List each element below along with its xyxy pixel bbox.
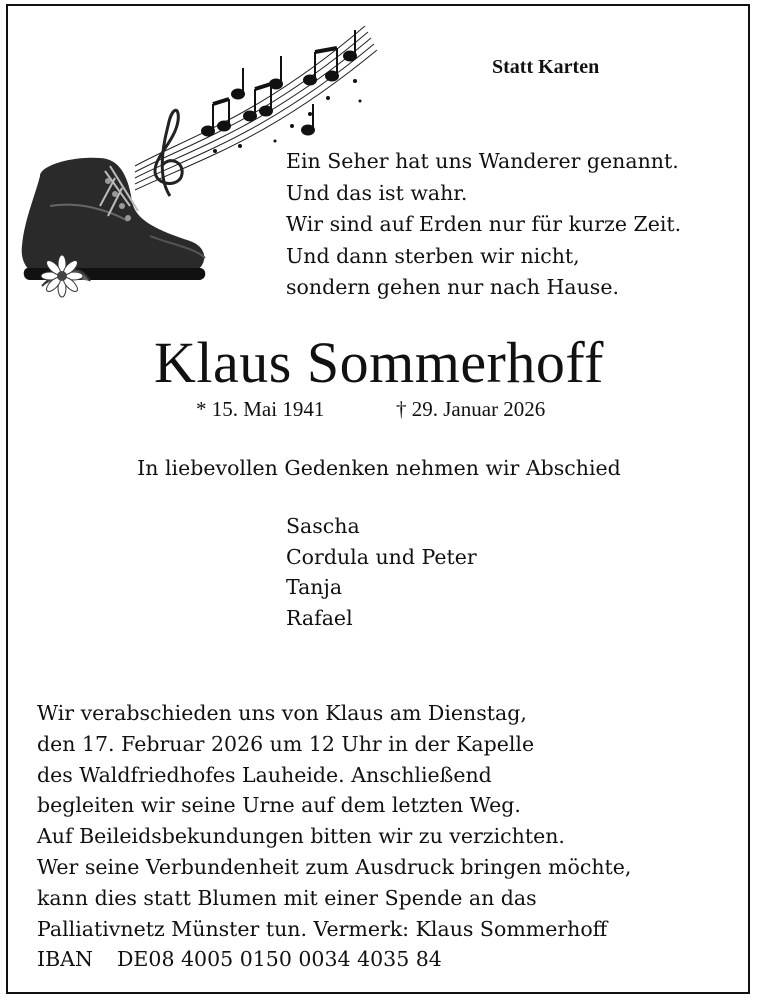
notice-line: den 17. Februar 2026 um 12 Uhr in der Kapelle <box>37 731 535 756</box>
mourner-name: Tanja <box>286 575 343 599</box>
notice-line: Palliativnetz Münster tun. Vermerk: Klaus Sommerhoff <box>37 916 608 941</box>
poem <box>286 146 681 304</box>
deceased-name: Klaus Sommerhoff <box>154 330 604 395</box>
notice-line: Wer seine Verbundenheit zum Ausdruck bringen möchte, <box>37 854 632 879</box>
poem-line: Und dann sterben wir nicht, <box>286 243 580 268</box>
death-date: † 29. Januar 2026 <box>396 397 546 421</box>
statt-karten-heading: Statt Karten <box>492 56 600 78</box>
iban-value: DE08 4005 0150 0034 4035 84 <box>117 947 442 972</box>
poem-line: Wir sind auf Erden nur für kurze Zeit. <box>286 212 682 236</box>
funeral-notice <box>37 698 631 975</box>
farewell-line: In liebevollen Gedenken nehmen wir Abschied <box>137 456 621 480</box>
notice-line: kann dies statt Blumen mit einer Spende an das <box>37 885 537 910</box>
poem-line: Ein Seher hat uns Wanderer genannt. <box>286 149 679 173</box>
life-dates <box>196 397 545 422</box>
notice-line: Auf Beileidsbekundungen bitten wir zu verzichten. <box>37 824 565 849</box>
mourner-name: Rafael <box>286 605 353 630</box>
poem-line: sondern gehen nur nach Hause. <box>286 275 619 299</box>
birth-date: * 15. Mai 1941 <box>196 397 325 421</box>
iban-row <box>37 944 631 975</box>
poem-line: Und das ist wahr. <box>286 180 468 205</box>
notice-line: Wir verabschieden uns von Klaus am Dienstag, <box>37 701 527 725</box>
notice-line: des Waldfriedhofes Lauheide. Anschließend <box>37 762 492 787</box>
iban-label: IBAN <box>37 947 93 972</box>
notice-line: begleiten wir seine Urne auf dem letzten Weg. <box>37 793 521 818</box>
mourner-name: Cordula und Peter <box>286 544 477 569</box>
mourners-list <box>286 511 477 633</box>
mourner-name: Sascha <box>286 514 360 538</box>
